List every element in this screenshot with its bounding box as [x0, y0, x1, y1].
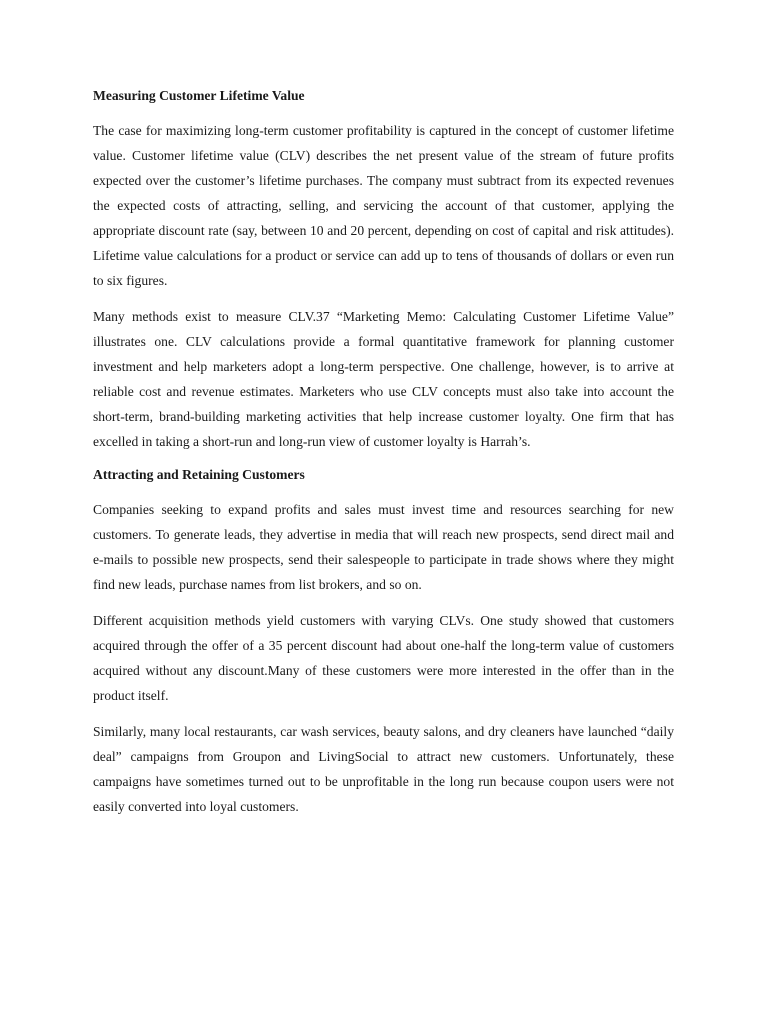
- section-heading-attracting: Attracting and Retaining Customers: [93, 467, 305, 482]
- document-page: [93, 86, 674, 830]
- paragraph: Companies seeking to expand profits and sales must invest time and resources searching for new customers. To generate leads, they advertise in media that will reach new prospects, send direct mail and e-mails to possible new prospects, send their salespeople to participate in trade shows where they might find new leads, purchase names from list brokers, and so on.: [93, 502, 674, 592]
- section-heading-clv: Measuring Customer Lifetime Value: [93, 88, 305, 103]
- paragraph: The case for maximizing long-term customer profitability is captured in the concept of customer lifetime value. Customer lifetime value (CLV) describes the net present value of the stream of future profits expected over the customer’s lifetime purchases. The company must subtract from its expected revenues the expected costs of attracting, selling, and servicing the account of that customer, applying the appropriate discount rate (say, between 10 and 20 percent, depending on cost of capital and risk attitudes). Lifetime value calculations for a product or service can add up to tens of thousands of dollars or even run to six figures.: [93, 123, 674, 288]
- paragraph: Many methods exist to measure CLV.37 “Marketing Memo: Calculating Customer Lifetime Value” illustrates one. CLV calculations provide a formal quantitative framework for planning customer investment and help marketers adopt a long-term perspective. One challenge, however, is to arrive at reliable cost and revenue estimates. Marketers who use CLV concepts must also take into account the short-term, brand-building marketing activities that help increase customer loyalty. One firm that has excelled in taking a short-run and long-run view of customer loyalty is Harrah’s.: [93, 309, 674, 449]
- paragraph: Similarly, many local restaurants, car wash services, beauty salons, and dry cleaners have launched “daily deal” campaigns from Groupon and LivingSocial to attract new customers. Unfortunately, these campaigns have sometimes turned out to be unprofitable in the long run because coupon users were not easily converted into loyal customers.: [93, 724, 674, 814]
- paragraph: Different acquisition methods yield customers with varying CLVs. One study showed that customers acquired through the offer of a 35 percent discount had about one-half the long-term value of customers acquired without any discount.Many of these customers were more interested in the offer than in the product itself.: [93, 613, 674, 703]
